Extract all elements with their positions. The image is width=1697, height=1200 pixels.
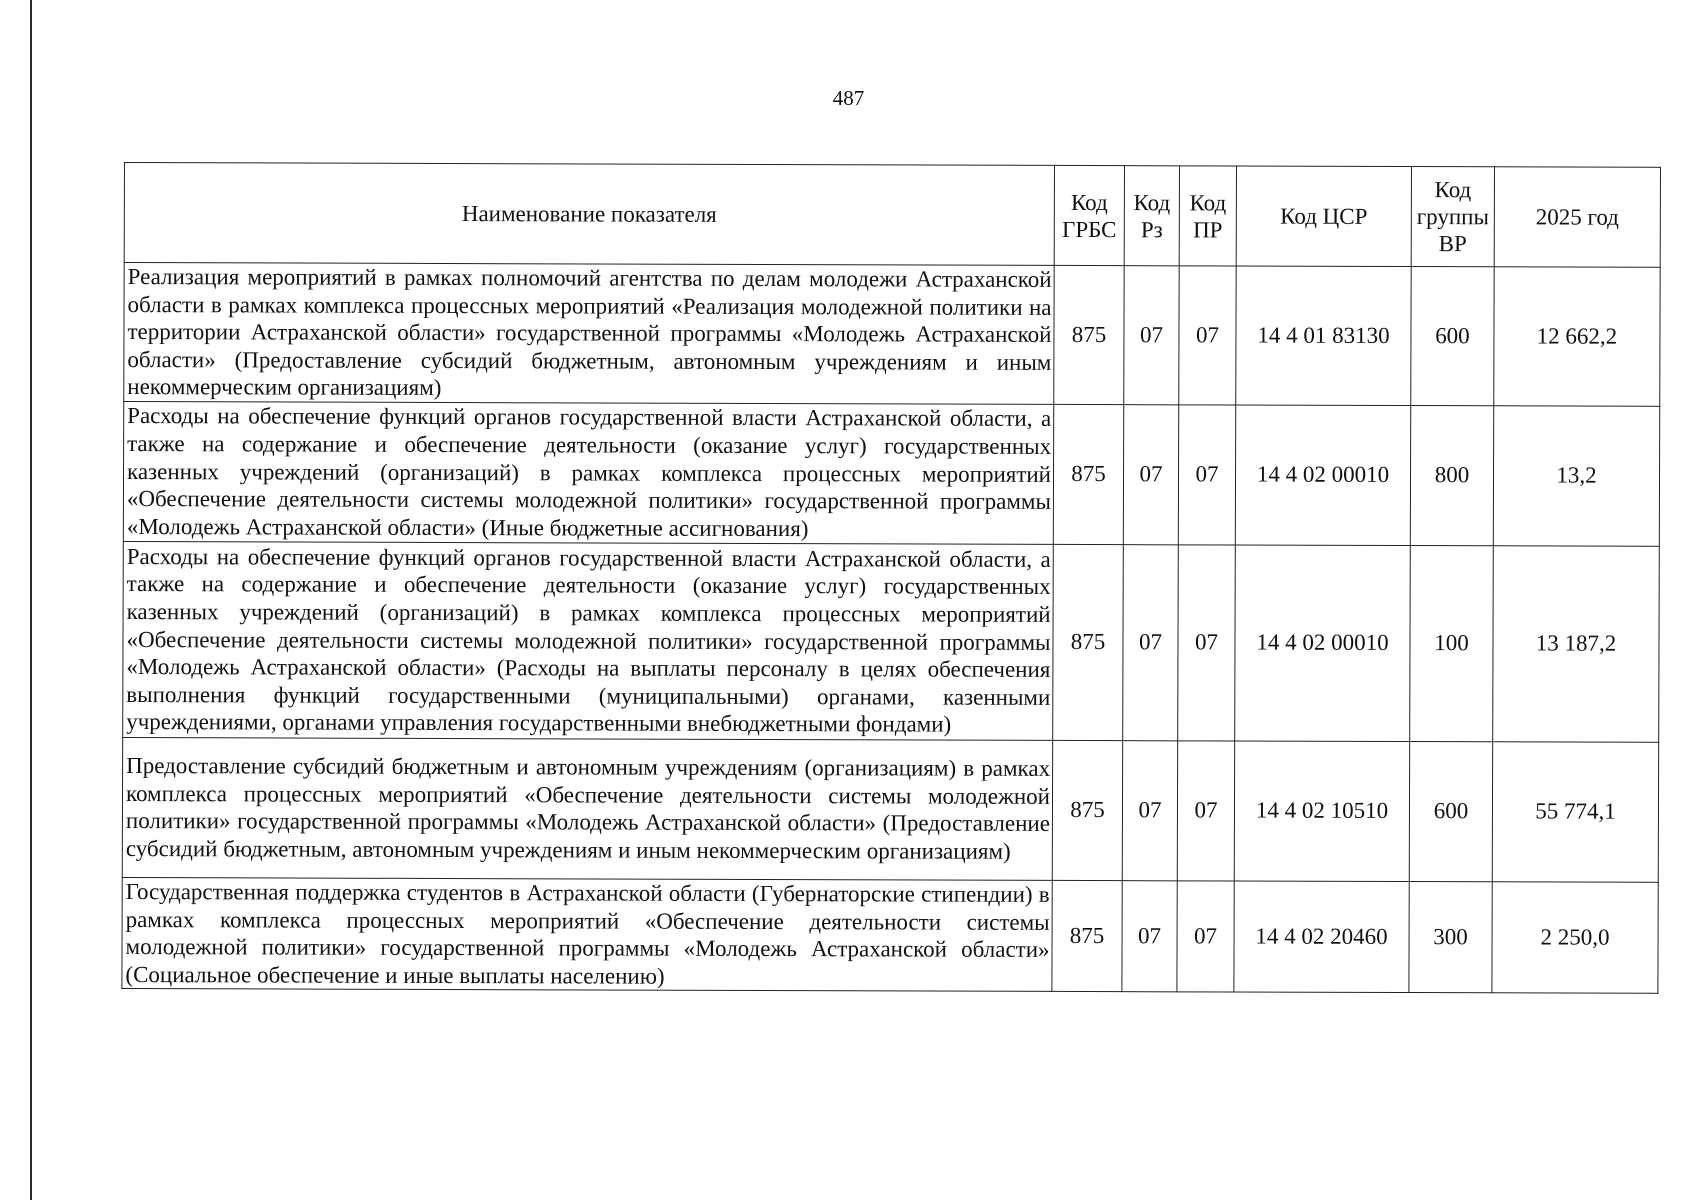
cell-grbs: 875 [1053,404,1123,544]
left-margin-line [30,0,32,1200]
cell-vr: 600 [1409,742,1492,882]
header-pr: Код ПР [1179,166,1236,266]
cell-name: Предоставление субсидий бюджетным и автономным учреждениям (организациям) в рамках комплекса процессных мероприятий «Обеспечение деятельности системы молодежной политики» государственной программы «Молодежь Астраханской области» (Предоставление субсидий бюджетным, автономным учреждениям и иным некоммерческим организациям) [122,737,1052,880]
cell-amount: 55 774,1 [1492,742,1658,883]
cell-vr: 100 [1410,546,1494,742]
cell-name: Расходы на обеспечение функций органов государственной власти Астраханской области, а также на содержание и обеспечение деятельности (оказание услуг) государственных казенных учреждений (организаций) в рамках комплекса процессных мероприятий «Обеспечение деятельности системы молодежной политики» государственной программы «Молодежь Астраханской области» (Иные бюджетные ассигнования) [123,401,1053,544]
cell-rz: 07 [1123,545,1179,741]
cell-vr: 800 [1410,406,1493,546]
cell-pr: 07 [1178,545,1236,741]
cell-amount: 13,2 [1493,406,1659,547]
table-header-row [124,163,1660,268]
page-number: 487 [832,86,865,110]
cell-rz: 07 [1124,266,1179,405]
cell-name: Реализация мероприятий в рамках полномочий агентства по делам молодежи Астраханской области в рамках комплекса процессных мероприятий «Реализация молодежной политики на территории Астраханской области» государственной программы «Молодежь Астраханской области» (Предоставление субсидий бюджетным, автономным учреждениям и иным некоммерческим организациям) [124,263,1054,405]
header-rz: Код Рз [1124,166,1179,266]
header-vr: Код группы ВР [1411,167,1494,267]
cell-csr: 14 4 02 00010 [1235,545,1411,742]
cell-pr: 07 [1178,405,1235,545]
cell-rz: 07 [1123,405,1178,545]
cell-pr: 07 [1177,881,1234,993]
cell-rz: 07 [1122,881,1177,993]
table-row [123,541,1660,742]
cell-name: Государственная поддержка студентов в Астраханской области (Губернаторские стипендии) в рамках комплекса процессных мероприятий «Обеспечение деятельности системы молодежной политики» государственной программы «Молодежь Астраханской области» (Социальное обеспечение и иные выплаты населению) [122,877,1052,991]
table-row [122,877,1658,993]
cell-pr: 07 [1177,741,1234,881]
budget-table [121,162,1661,994]
cell-amount: 2 250,0 [1492,882,1658,994]
table-row [123,401,1659,546]
cell-vr: 300 [1409,882,1492,994]
cell-pr: 07 [1179,266,1236,405]
cell-rz: 07 [1122,741,1177,881]
cell-grbs: 875 [1054,265,1124,404]
cell-csr: 14 4 01 83130 [1236,266,1411,406]
header-csr: Код ЦСР [1236,166,1411,267]
header-grbs: Код ГРБС [1054,165,1124,265]
header-year: 2025 год [1494,167,1660,268]
header-name: Наименование показателя [124,163,1054,266]
cell-csr: 14 4 02 20460 [1234,881,1409,993]
table-row [124,263,1660,407]
cell-grbs: 875 [1053,544,1124,740]
table-row [122,737,1658,882]
cell-vr: 600 [1411,267,1494,406]
cell-grbs: 875 [1052,880,1122,992]
cell-csr: 14 4 02 10510 [1234,741,1409,882]
cell-csr: 14 4 02 00010 [1235,405,1410,546]
cell-amount: 13 187,2 [1493,546,1660,743]
cell-grbs: 875 [1052,740,1122,880]
cell-amount: 12 662,2 [1494,267,1660,406]
cell-name: Расходы на обеспечение функций органов государственной власти Астраханской области, а также на содержание и обеспечение деятельности (оказание услуг) государственных казенных учреждений (организаций) в рамках комплекса процессных мероприятий «Обеспечение деятельности системы молодежной политики» государственной программы «Молодежь Астраханской области» (Расходы на выплаты персоналу в целях обеспечения выполнения функций государственными (муниципальными) органами, казенными учреждениями, органами управления государственными внебюджетными фондами) [123,541,1054,740]
